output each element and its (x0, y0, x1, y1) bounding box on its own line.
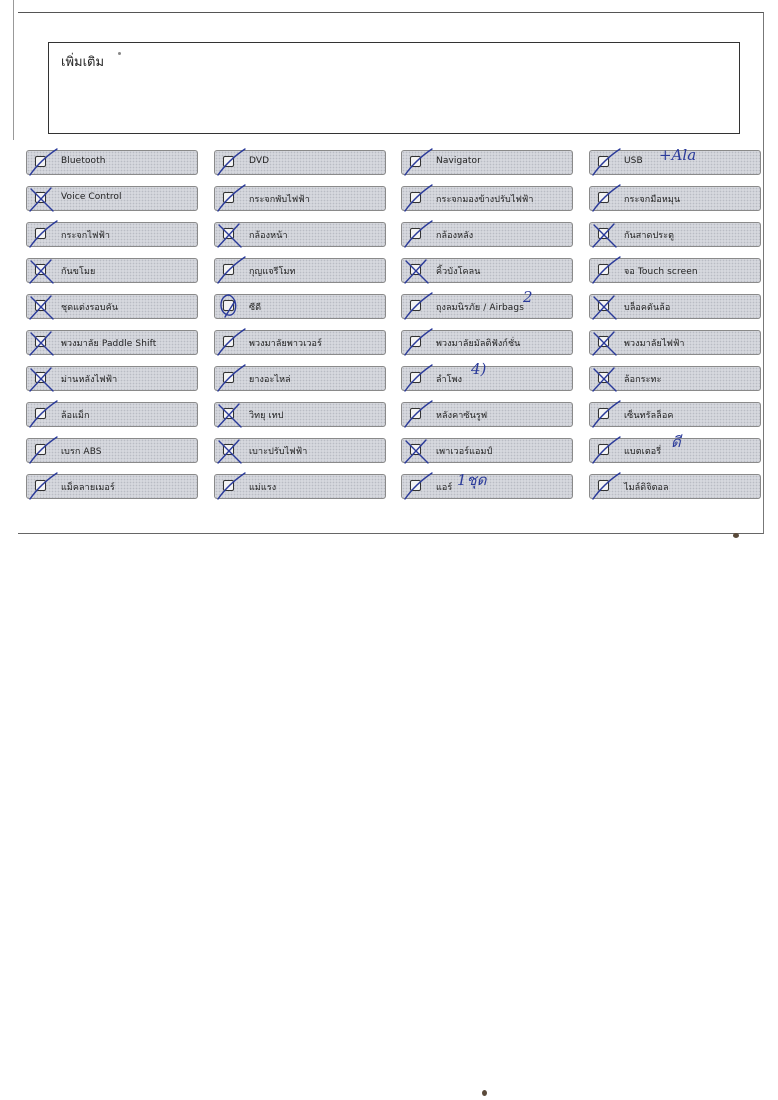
checkbox[interactable] (598, 336, 609, 347)
checkbox[interactable] (598, 228, 609, 239)
checklist-item-label: บล็อคดันล้อ (624, 303, 671, 313)
checklist-item[interactable] (401, 438, 573, 463)
checklist-item[interactable] (401, 150, 573, 175)
checklist-item-label: พวงมาลัยมัลติฟังก์ชั่น (436, 339, 521, 349)
checkbox[interactable] (598, 264, 609, 275)
checkbox[interactable] (223, 264, 234, 275)
checklist-item-label: ชุดแต่งรอบคัน (61, 303, 119, 313)
checkbox[interactable] (223, 228, 234, 239)
checkbox[interactable] (223, 444, 234, 455)
checklist-item-label: เซ็นทรัลล็อค (624, 411, 674, 421)
checklist-item-label: แม็คลายเมอร์ (61, 483, 115, 493)
checklist-item[interactable] (214, 258, 386, 283)
checklist-item[interactable] (26, 474, 198, 499)
checklist-item-label: DVD (249, 156, 270, 166)
handwritten-note: +Ala (659, 146, 697, 164)
checklist-item[interactable] (589, 186, 761, 211)
checklist-item[interactable] (401, 330, 573, 355)
checklist-item-label: ไมล์ดิจิตอล (624, 483, 669, 493)
checkbox[interactable] (598, 444, 609, 455)
paper-speck (733, 533, 739, 538)
checklist-item[interactable] (589, 474, 761, 499)
checklist-item[interactable] (589, 366, 761, 391)
paper-speck (118, 52, 121, 55)
checkbox[interactable] (410, 156, 421, 167)
checklist-item-label: Bluetooth (61, 156, 106, 166)
checklist-item-label: เบาะปรับไฟฟ้า (249, 447, 308, 457)
checklist-item[interactable] (26, 186, 198, 211)
checklist-item[interactable] (26, 330, 198, 355)
checklist-item[interactable] (26, 366, 198, 391)
checklist-item[interactable] (214, 150, 386, 175)
checklist-item-label: หลังคาซันรูฟ (436, 411, 488, 421)
checkbox[interactable] (598, 192, 609, 203)
checkbox[interactable] (35, 444, 46, 455)
checklist-item[interactable] (214, 366, 386, 391)
handwritten-note: 4) (471, 360, 487, 378)
checklist-item-label: ล้อแม็ก (61, 411, 90, 421)
checklist-item[interactable] (589, 330, 761, 355)
checkbox[interactable] (223, 192, 234, 203)
checklist-item-label: USB (624, 156, 643, 166)
checkbox[interactable] (223, 480, 234, 491)
checklist-item[interactable] (26, 222, 198, 247)
checklist-item-label: แอร์ (436, 483, 453, 493)
checklist-item[interactable] (26, 150, 198, 175)
checklist-item-label: พวงมาลัยไฟฟ้า (624, 339, 685, 349)
checklist-item-label: พวงมาลัย Paddle Shift (61, 339, 157, 349)
checkbox[interactable] (598, 156, 609, 167)
checkbox[interactable] (35, 300, 46, 311)
checklist-item[interactable] (214, 330, 386, 355)
checkbox[interactable] (410, 372, 421, 383)
accessories-checklist (26, 146, 764, 500)
checkbox[interactable] (598, 372, 609, 383)
checklist-item[interactable] (401, 474, 573, 499)
checklist-item[interactable] (26, 402, 198, 427)
checklist-item-label: กระจกไฟฟ้า (61, 231, 111, 241)
notes-label: เพิ่มเติม (61, 55, 105, 70)
checkbox[interactable] (35, 372, 46, 383)
checklist-item[interactable] (401, 294, 573, 319)
paper-speck (482, 1090, 487, 1096)
checklist-item[interactable] (589, 258, 761, 283)
checklist-item[interactable] (401, 222, 573, 247)
checklist-item-label: Navigator (436, 156, 481, 166)
checklist-item[interactable] (401, 366, 573, 391)
checklist-item[interactable] (214, 438, 386, 463)
checklist-item-label: วิทยุ เทป (249, 411, 284, 421)
handwritten-note: 1ชุด (457, 471, 487, 489)
checklist-item-label: ล้อกระทะ (624, 375, 662, 385)
checkbox[interactable] (410, 444, 421, 455)
checkbox[interactable] (410, 300, 421, 311)
checklist-item-label: ลำโพง (436, 375, 463, 385)
checkbox[interactable] (410, 264, 421, 275)
checkbox[interactable] (35, 192, 46, 203)
checkbox[interactable] (410, 336, 421, 347)
checkbox[interactable] (223, 156, 234, 167)
checkbox[interactable] (35, 480, 46, 491)
checklist-item-label: กุญแจรีโมท (249, 267, 296, 277)
checklist-item[interactable] (26, 438, 198, 463)
checkbox[interactable] (223, 408, 234, 419)
checklist-item-label: กันขโมย (61, 267, 96, 277)
checklist-item-label: กล้องหลัง (436, 231, 474, 241)
checklist-item-label: เบรก ABS (61, 447, 102, 457)
checkbox[interactable] (35, 264, 46, 275)
checklist-item-label: ม่านหลังไฟฟ้า (61, 375, 118, 385)
handwritten-note: 2 (523, 288, 533, 306)
page-edge-line (13, 0, 14, 140)
checklist-item-label: จอ Touch screen (624, 267, 698, 277)
checklist-item-label: กล้องหน้า (249, 231, 288, 241)
checklist-item-label: เพาเวอร์แอมป์ (436, 447, 493, 457)
checklist-item[interactable] (401, 186, 573, 211)
checklist-item-label: คิ้วบังโคลน (436, 267, 481, 277)
checkbox[interactable] (35, 228, 46, 239)
checklist-item-label: กันสาดประตู (624, 231, 675, 241)
checkbox[interactable] (410, 480, 421, 491)
checkbox[interactable] (223, 336, 234, 347)
checklist-item-label: แม่แรง (249, 483, 277, 493)
checklist-item[interactable] (589, 222, 761, 247)
checklist-item[interactable] (401, 402, 573, 427)
checklist-item[interactable] (214, 474, 386, 499)
checkbox[interactable] (410, 228, 421, 239)
checklist-item-label: พวงมาลัยพาวเวอร์ (249, 339, 322, 349)
checklist-item[interactable] (401, 258, 573, 283)
checklist-item[interactable] (214, 222, 386, 247)
checkbox[interactable] (598, 300, 609, 311)
checklist-item-label: กระจกพับไฟฟ้า (249, 195, 310, 205)
checkbox[interactable] (35, 408, 46, 419)
checklist-item[interactable] (214, 294, 386, 319)
checklist-item-label: ถุงลมนิรภัย / Airbags (436, 303, 525, 313)
checklist-item-label: แบตเตอรี่ (624, 447, 662, 457)
checklist-item[interactable] (589, 294, 761, 319)
checkbox[interactable] (223, 300, 234, 311)
checklist-item[interactable] (26, 294, 198, 319)
checkbox[interactable] (410, 192, 421, 203)
checklist-item-label: กระจกมือหมุน (624, 195, 681, 205)
checklist-item[interactable] (26, 258, 198, 283)
checklist-item-label: Voice Control (61, 192, 122, 202)
checkbox[interactable] (598, 408, 609, 419)
notes-box[interactable] (48, 42, 740, 134)
checkbox[interactable] (598, 480, 609, 491)
checklist-item[interactable] (214, 402, 386, 427)
checkbox[interactable] (223, 372, 234, 383)
checklist-item[interactable] (589, 402, 761, 427)
handwritten-note: ดี (671, 433, 681, 451)
checklist-item-label: ซีดี (249, 303, 262, 313)
checklist-item[interactable] (214, 186, 386, 211)
checklist-item-label: กระจกมองข้างปรับไฟฟ้า (436, 195, 534, 205)
checkbox[interactable] (410, 408, 421, 419)
checkbox[interactable] (35, 336, 46, 347)
checklist-item-label: ยางอะไหล่ (249, 375, 291, 385)
checkbox[interactable] (35, 156, 46, 167)
